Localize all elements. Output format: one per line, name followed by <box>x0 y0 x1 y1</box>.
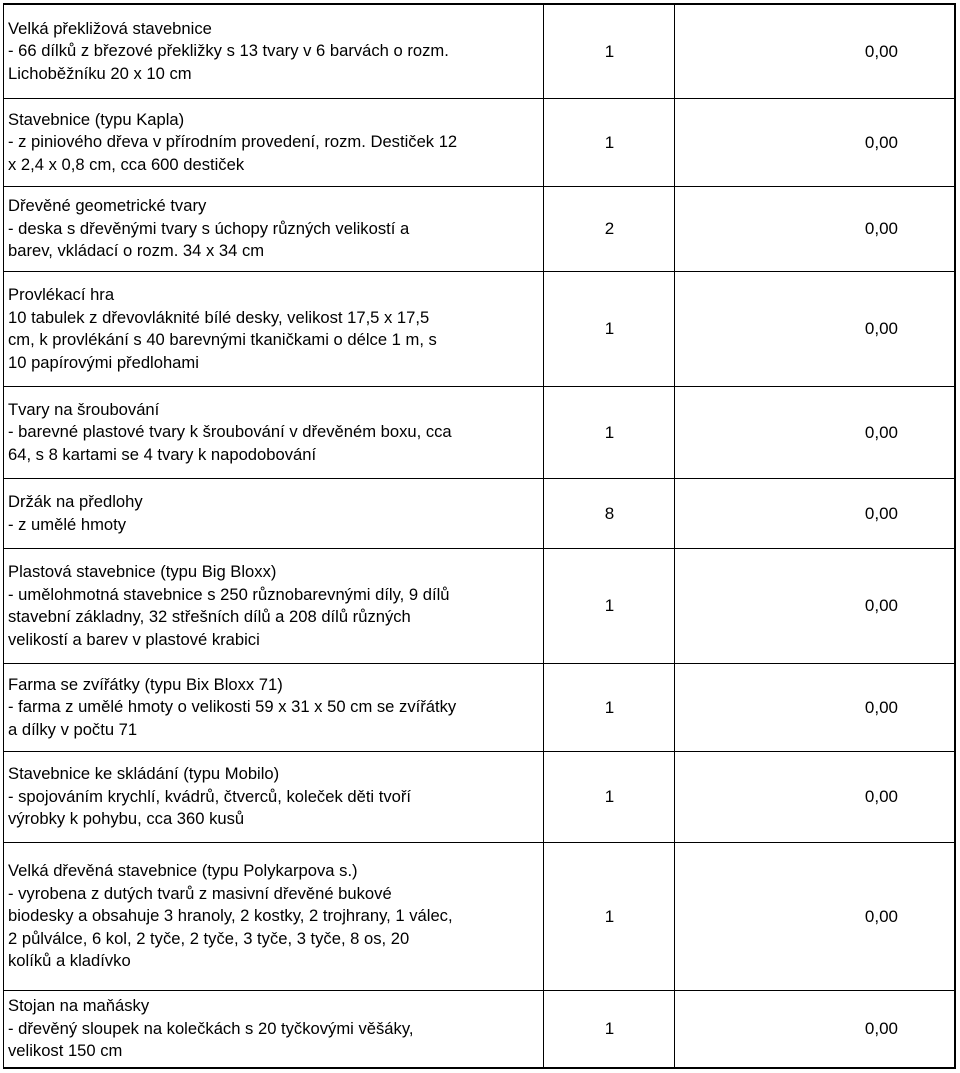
item-quantity: 1 <box>545 387 675 478</box>
item-price: 0,00 <box>864 906 898 926</box>
description-line: Farma se zvířátky (typu Bix Bloxx 71) <box>8 674 283 694</box>
item-price: 0,00 <box>864 319 898 338</box>
description-line: kolíků a kladívko <box>8 951 131 971</box>
description-line: - dřevěný sloupek na kolečkách s 20 tyčkovými věšáky, <box>8 1018 414 1038</box>
description-line: - z umělé hmoty <box>8 514 127 534</box>
table-row <box>4 843 955 991</box>
description-line: 2 půlválce, 6 kol, 2 tyče, 2 tyče, 3 tyče, 3 tyče, 8 os, 20 <box>8 928 410 948</box>
item-description <box>4 479 544 548</box>
item-description <box>4 5 544 98</box>
item-quantity: 2 <box>545 187 675 271</box>
item-price: 0,00 <box>864 41 898 61</box>
description-line: - farma z umělé hmoty o velikosti 59 x 31 x 50 cm se zvířátky <box>8 697 457 717</box>
table-row <box>4 479 955 549</box>
description-line: Držák na předlohy <box>8 492 143 511</box>
description-line: - umělohmotná stavebnice s 250 různobarevnými díly, 9 dílů <box>8 584 450 604</box>
description-line: Stavebnice (typu Kapla) <box>8 109 185 129</box>
item-description <box>4 843 544 990</box>
item-description <box>4 272 544 386</box>
table-row <box>4 549 955 664</box>
table-row <box>4 387 955 479</box>
table-row <box>4 99 955 187</box>
description-line: 10 papírovými předlohami <box>8 352 199 372</box>
item-quantity: 1 <box>545 752 675 842</box>
description-line: 10 tabulek z dřevovláknité bílé desky, velikost 17,5 x 17,5 <box>8 307 430 327</box>
item-price: 0,00 <box>864 503 898 523</box>
description-line: Plastová stavebnice (typu Big Bloxx) <box>8 562 277 581</box>
description-line: x 2,4 x 0,8 cm, cca 600 destiček <box>8 154 245 174</box>
item-price: 0,00 <box>864 596 898 615</box>
item-description <box>4 187 544 271</box>
description-line: velikostí a barev v plastové krabici <box>8 629 260 649</box>
item-description <box>4 549 544 663</box>
item-price: 0,00 <box>864 787 898 806</box>
item-quantity: 1 <box>545 99 675 186</box>
description-line: a dílky v počtu 71 <box>8 719 138 739</box>
table-row <box>4 5 955 99</box>
description-line: cm, k provlékání s 40 barevnými tkaničkami o délce 1 m, s <box>8 330 437 349</box>
item-quantity: 1 <box>545 5 675 98</box>
item-price: 0,00 <box>864 132 898 152</box>
description-line: Stojan na maňásky <box>8 996 150 1016</box>
item-price: 0,00 <box>864 422 898 442</box>
description-line: výrobky k pohybu, cca 360 kusů <box>8 809 245 829</box>
item-quantity: 8 <box>545 479 675 548</box>
description-line: Provlékací hra <box>8 285 115 304</box>
description-line: Stavebnice ke skládání (typu Mobilo) <box>8 764 280 784</box>
table-row <box>4 752 955 843</box>
description-line: 64, s 8 kartami se 4 tvary k napodobování <box>8 444 317 464</box>
table-row <box>4 991 955 1067</box>
description-line: - vyrobena z dutých tvarů z masivní dřevěné bukové <box>8 883 392 903</box>
item-quantity: 1 <box>545 991 675 1067</box>
description-line: velikost 150 cm <box>8 1041 123 1061</box>
description-line: - deska s dřevěnými tvary s úchopy různých velikostí a <box>8 218 410 238</box>
item-quantity: 1 <box>545 843 675 990</box>
description-line: - barevné plastové tvary k šroubování v dřevěném boxu, cca <box>8 422 452 442</box>
item-price: 0,00 <box>864 1019 898 1038</box>
description-line: stavební základny, 32 střešních dílů a 208 dílů různých <box>8 607 411 626</box>
description-line: - 66 dílků z březové překližky s 13 tvary v 6 barvách o rozm. <box>8 41 449 61</box>
description-line: Dřevěné geometrické tvary <box>8 196 207 216</box>
description-line: - z piniového dřeva v přírodním provedení, rozm. Destiček 12 <box>8 132 458 152</box>
description-line: Velká překližová stavebnice <box>8 18 212 38</box>
table-row <box>4 272 955 387</box>
table-row <box>4 187 955 272</box>
description-line: Lichoběžníku 20 x 10 cm <box>8 63 192 83</box>
description-line: biodesky a obsahuje 3 hranoly, 2 kostky, 2 trojhrany, 1 válec, <box>8 906 453 926</box>
item-description <box>4 387 544 478</box>
item-quantity: 1 <box>545 664 675 751</box>
item-description <box>4 991 544 1067</box>
item-price: 0,00 <box>864 697 898 717</box>
item-description <box>4 752 544 842</box>
items-table <box>3 3 956 1069</box>
description-line: Tvary na šroubování <box>8 399 160 419</box>
item-description <box>4 664 544 751</box>
table-row <box>4 664 955 752</box>
item-description <box>4 99 544 186</box>
description-line: Velká dřevěná stavebnice (typu Polykarpova s.) <box>8 861 358 881</box>
item-quantity: 1 <box>545 272 675 386</box>
item-quantity: 1 <box>545 549 675 663</box>
description-line: - spojováním krychlí, kvádrů, čtverců, koleček děti tvoří <box>8 786 412 806</box>
item-price: 0,00 <box>864 219 898 238</box>
description-line: barev, vkládací o rozm. 34 x 34 cm <box>8 241 265 261</box>
